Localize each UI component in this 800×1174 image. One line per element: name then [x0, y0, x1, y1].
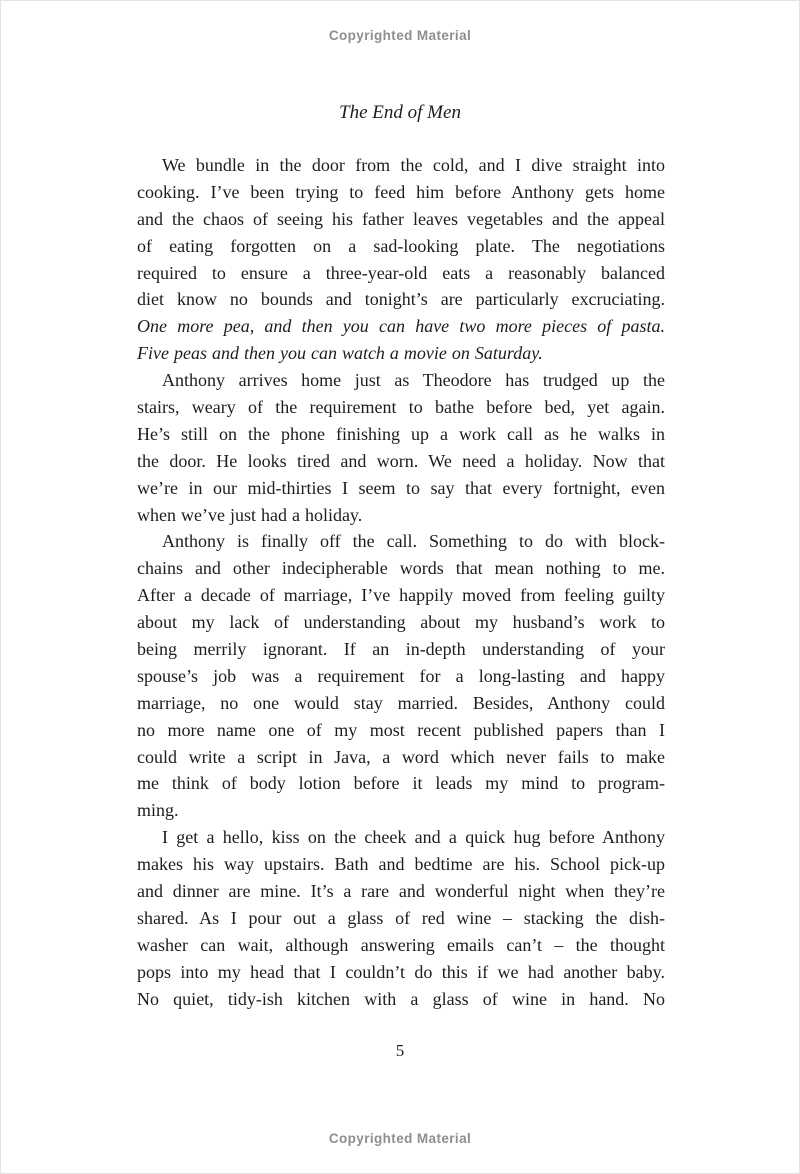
body-line: about my lack of understanding about my husband’s work to: [137, 612, 665, 633]
body-line: Anthony arrives home just as Theodore has trudged up the: [162, 370, 665, 391]
body-line: and the chaos of seeing his father leaves vegetables and the appeal: [137, 208, 665, 229]
body-line: marriage, no one would stay married. Besides, Anthony could: [137, 692, 665, 713]
body-line: stairs, weary of the requirement to bathe before bed, yet again.: [137, 397, 665, 418]
body-line: no more name one of my most recent published papers than I: [137, 719, 665, 740]
body-line: when we’ve just had a holiday.: [137, 504, 363, 525]
body-line: chains and other indecipherable words that mean nothing to me.: [137, 558, 665, 579]
body-line: We bundle in the door from the cold, and I dive straight into: [162, 155, 665, 175]
body-line: we’re in our mid-thirties I seem to say that every fortnight, even: [137, 477, 665, 498]
body-line: shared. As I pour out a glass of red wine – stacking the dish-: [137, 907, 665, 928]
body-line: ming.: [137, 800, 179, 821]
body-line: pops into my head that I couldn’t do this if we had another baby.: [137, 961, 665, 982]
body-line: could write a script in Java, a word which never fails to make: [137, 746, 665, 767]
body-line: washer can wait, although answering emails can’t – the thought: [137, 934, 665, 955]
body-line: and dinner are mine. It’s a rare and wonderful night when they’re: [137, 881, 665, 902]
body-line: the door. He looks tired and worn. We need a holiday. Now that: [137, 450, 665, 471]
body-line: He’s still on the phone finishing up a work call as he walks in: [137, 423, 665, 444]
body-line: cooking. I’ve been trying to feed him before Anthony gets home: [137, 181, 665, 202]
body-line: I get a hello, kiss on the cheek and a quick hug before Anthony: [162, 827, 665, 848]
body-line: Anthony is finally off the call. Something to do with block-: [162, 531, 665, 552]
copyright-notice-bottom: Copyrighted Material: [328, 1131, 472, 1146]
body-line: makes his way upstairs. Bath and bedtime are his. School pick-up: [137, 854, 665, 875]
body-line: diet know no bounds and tonight’s are particularly excruciating.: [137, 289, 665, 310]
body-line: being merrily ignorant. If an in-depth understanding of your: [137, 639, 665, 660]
body-line: One more pea, and then you can have two more pieces of pasta.: [137, 316, 665, 337]
body-line: Five peas and then you can watch a movie on Saturday.: [137, 343, 543, 364]
page-number: 5: [395, 1041, 405, 1060]
body-line: of eating forgotten on a sad-looking plate. The negotiations: [137, 235, 665, 256]
body-line: me think of body lotion before it leads my mind to program-: [137, 773, 665, 794]
body-line: required to ensure a three-year-old eats a reasonably balanced: [137, 262, 665, 283]
body-text: [137, 152, 665, 1013]
body-line: spouse’s job was a requirement for a long-lasting and happy: [137, 665, 665, 686]
copyright-notice-top: Copyrighted Material: [328, 28, 472, 43]
body-line: No quiet, tidy-ish kitchen with a glass of wine in hand. No: [137, 988, 665, 1009]
chapter-title: The End of Men: [339, 102, 461, 123]
body-line: After a decade of marriage, I’ve happily moved from feeling guilty: [137, 585, 665, 606]
